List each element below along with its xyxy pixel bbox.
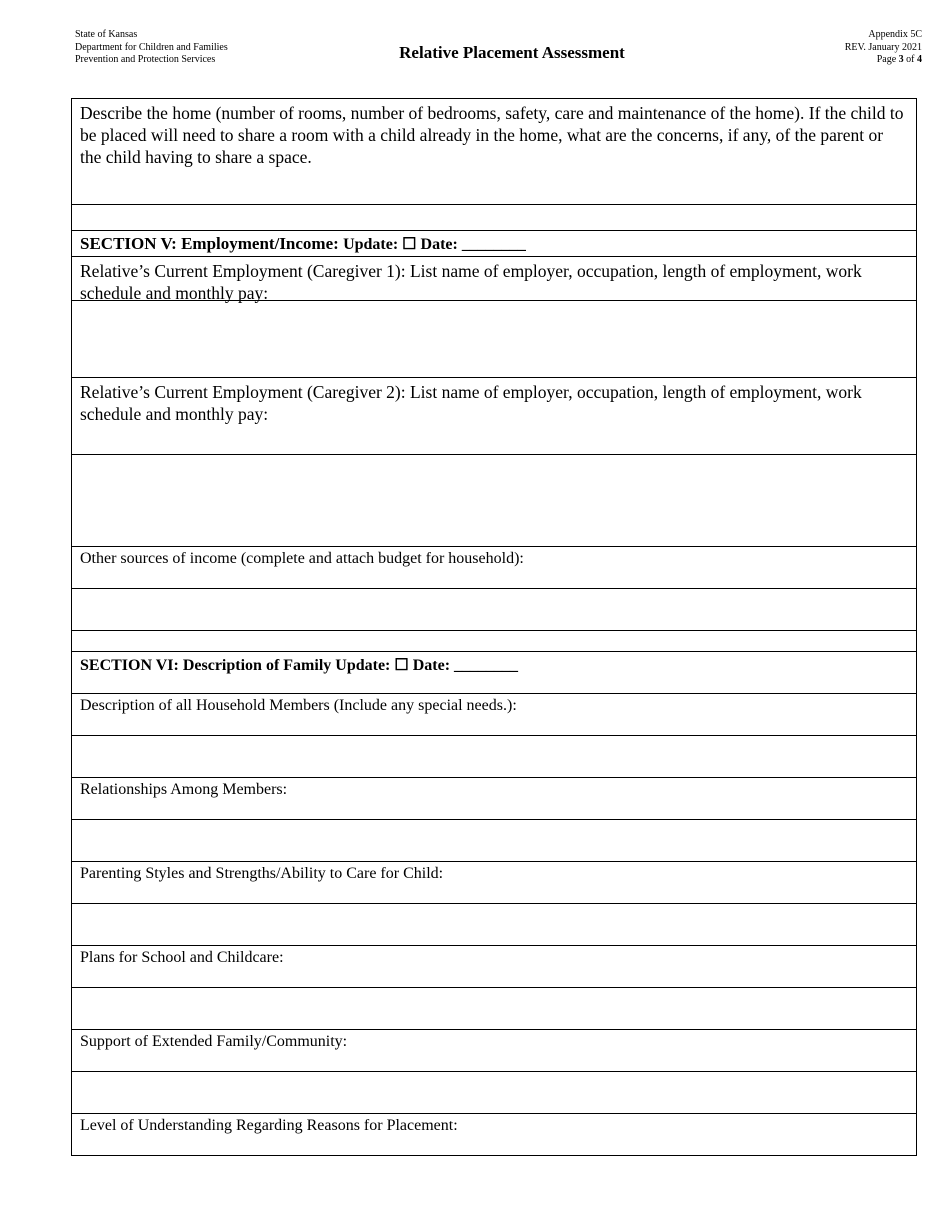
section-v-update-date[interactable]: Update: ☐ Date: ________ [343, 236, 526, 253]
agency-division: Prevention and Protection Services [75, 54, 216, 65]
assessment-form-table [71, 98, 917, 1156]
caregiver2-employment-prompt: Relative’s Current Employment (Caregiver 2): List name of employer, occupation, length of employment, work schedule and monthly pay: [72, 378, 916, 455]
page-current: 3 [898, 54, 904, 65]
document-title: Relative Placement Assessment [399, 43, 625, 62]
revision-block [845, 29, 922, 67]
page-total: 4 [917, 54, 922, 65]
household-members-answer[interactable] [72, 736, 916, 778]
home-description-prompt: Describe the home (number of rooms, number of bedrooms, safety, care and maintenance of the home). If the child to be placed will need to share a room with a child already in the home, what are the concerns, if any, of the parent or the child having to share a space. [72, 99, 916, 205]
extended-support-prompt: Support of Extended Family/Community: [72, 1030, 916, 1072]
agency-department: Department for Children and Families [75, 41, 228, 53]
home-description-answer[interactable] [72, 205, 916, 231]
agency-state: State of Kansas [75, 29, 138, 40]
appendix-label: Appendix 5C [868, 29, 922, 40]
section-vi-header: SECTION VI: Description of Family Update: ☐ Date: ________ [72, 652, 916, 694]
section-v-header [72, 231, 916, 257]
other-income-prompt: Other sources of income (complete and attach budget for household): [72, 547, 916, 589]
page-number: Page 3 of 4 [876, 54, 922, 65]
parenting-answer[interactable] [72, 904, 916, 946]
relationships-answer[interactable] [72, 820, 916, 862]
relationships-prompt: Relationships Among Members: [72, 778, 916, 820]
caregiver1-employment-prompt: Relative’s Current Employment (Caregiver 1): List name of employer, occupation, length of employment, work schedule and monthly pay: [72, 257, 916, 301]
school-childcare-prompt: Plans for School and Childcare: [72, 946, 916, 988]
extended-support-answer[interactable] [72, 1072, 916, 1114]
placement-understanding-prompt: Level of Understanding Regarding Reasons for Placement: [72, 1114, 916, 1156]
section-spacer [72, 631, 916, 652]
revision-date: REV. January 2021 [844, 41, 922, 53]
caregiver2-employment-answer[interactable] [72, 455, 916, 547]
household-members-prompt: Description of all Household Members (Include any special needs.): [72, 694, 916, 736]
parenting-prompt: Parenting Styles and Strengths/Ability to Care for Child: [72, 862, 916, 904]
school-childcare-answer[interactable] [72, 988, 916, 1030]
caregiver1-employment-answer[interactable] [72, 301, 916, 378]
other-income-answer[interactable] [72, 589, 916, 631]
section-v-title: SECTION V: Employment/Income: [80, 234, 339, 253]
